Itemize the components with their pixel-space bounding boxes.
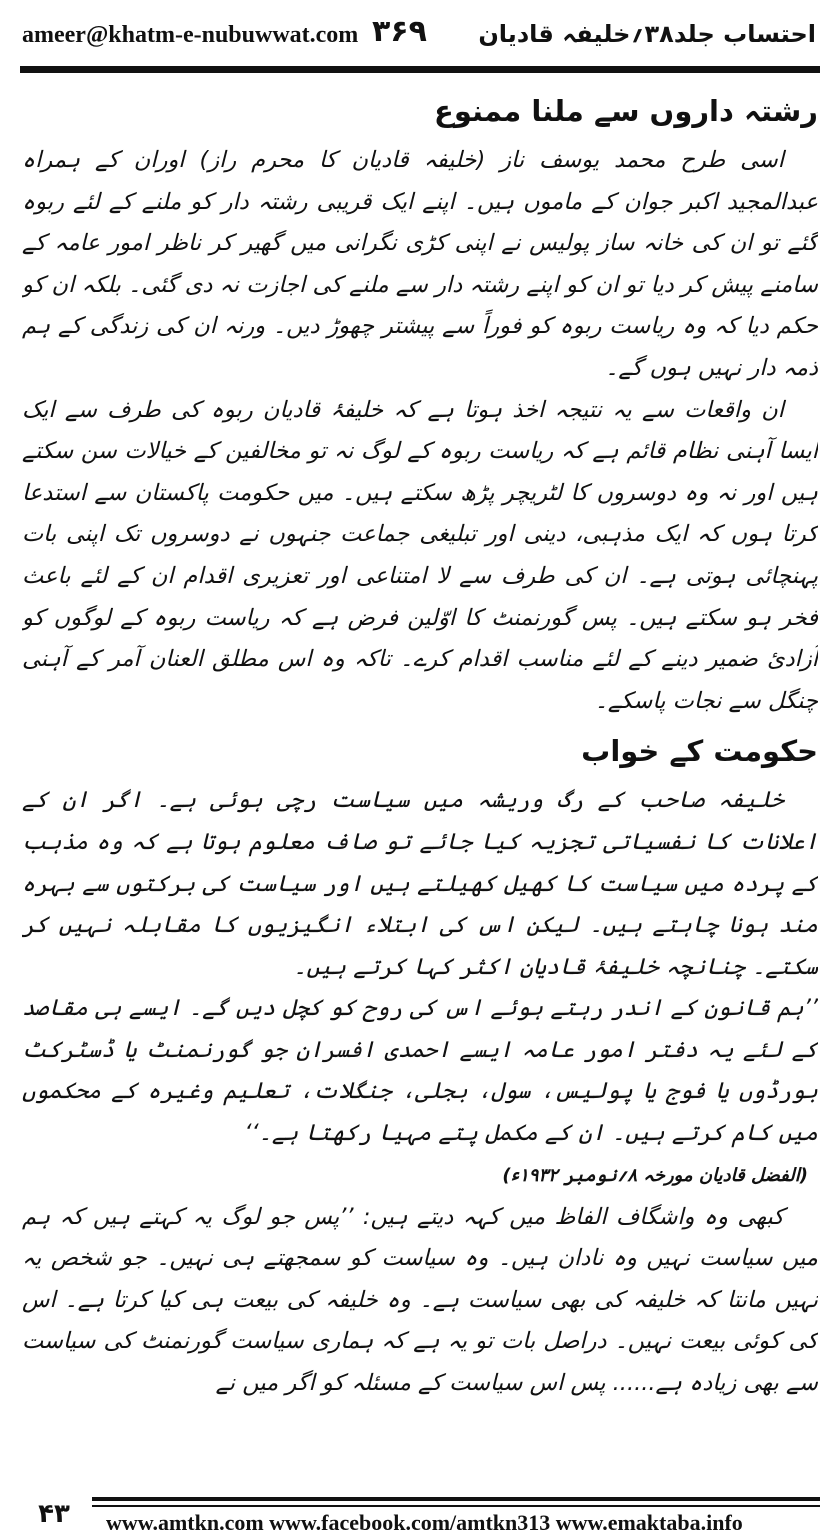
header-page-number: ۳۶۹ (372, 14, 427, 49)
footer-page-marker: ۴۳ (38, 1499, 70, 1529)
footer-website-links: www.amtkn.com www.facebook.com/amtkn313 www.emaktaba.info (106, 1510, 743, 1535)
footer-divider-thin (92, 1505, 820, 1507)
citation: (الفضل قادیان مورخہ ۸؍نومبر ۱۹۳۲ء) (502, 1164, 808, 1186)
header-email: ameer@khatm-e-nubuwwat.com (22, 22, 359, 48)
paragraph-2: ان واقعات سے یہ نتیجہ اخذ ہوتا ہے کہ خلیفۂ قادیان ربوہ کی طرف سے ایک ایسا آہنی نظام قائم ہے کہ ریاست ربوہ کے لوگ نہ تو مخالفین کے خیالات سن سکتے ہیں اور نہ وہ دوسروں کا لٹریچر پڑھ سکتے ہیں۔ میں حکومت پاکستان سے استدعا کرتا ہوں کہ ایک مذہبی، دینی اور تبلیغی جماعت جنہوں نے دوسروں تک اپنی بات پہنچائی ہوتی ہے۔ ان کی طرف سے لا امتناعی اور تعزیری اقدام ان کے لئے باعث فخر ہو سکتے ہیں۔ پس گورنمنٹ کا اوّلین فرض ہے کہ ریاست ربوہ کے لوگوں کو آزادئ ضمیر دینے کے لئے مناسب اقدام کرے۔ تاکہ وہ اس مطلق العنان آمر کے آہنی چنگل سے نجات پاسکے۔ (22, 396, 818, 714)
paragraph-1: اسی طرح محمد یوسف ناز (خلیفہ قادیان کا محرم راز) اوران کے ہمراہ عبدالمجید اکبر جوان کے ماموں ہیں۔ اپنے ایک قریبی رشتہ دار کو ملنے کے لئے ربوہ گئے تو ان کی خانہ ساز پولیس نے اپنی کڑی نگرانی میں گھیر کر ناظر امور عامہ کے سامنے پیش کر دیا تو ان کو اپنے رشتہ دار سے ملنے کی اجازت نہ دی گئی۔ بلکہ ان کو حکم دیا کہ وہ ریاست ربوہ کو فوراً سے پیشتر چھوڑ دیں۔ ورنہ ان کی زندگی کے ہم ذمہ دار نہیں ہوں گے۔ (22, 147, 818, 381)
page-body (22, 82, 818, 1472)
paragraph-4: کبھی وہ واشگاف الفاظ میں کہہ دیتے ہیں: ’’پس جو لوگ یہ کہتے ہیں کہ ہم میں سیاست نہیں وہ نادان ہیں۔ وہ سیاست کو سمجھتے ہی نہیں۔ جو شخص یہ نہیں مانتا کہ خلیفہ کی بھی سیاست ہے۔ وہ خلیفہ کی بیعت ہی کیا کرتا ہے۔ اس کی کوئی بیعت نہیں۔ دراصل بات تو یہ ہے کہ ہماری سیاست گورنمنٹ کی سیاست سے بھی زیادہ ہے...... پس اس سیاست کے مسئلہ کو اگر میں نے (22, 1203, 818, 1397)
quoted-passage: ’’ہم قانون کے اندر رہتے ہوئے اس کی روح کو کچل دیں گے۔ ایسے ہی مقاصد کے لئے یہ دفتر امور عامہ ایسے احمدی افسران جو گورنمنٹ یا ڈسٹرکٹ بورڈوں یا فوج یا پولیس، سول، بجلی، جنگلات، تعلیم وغیرہ کے محکموں میں کام کرتے ہیں۔ ان کے مکمل پتے مہیا رکھتا ہے۔‘‘ (22, 995, 818, 1147)
header-divider (20, 66, 820, 73)
paragraph-3: خلیفہ صاحب کے رگ وریشہ میں سیاست رچی ہوئی ہے۔ اگر ان کے اعلانات کا نفسیاتی تجزیہ کیا جائے تو صاف معلوم ہوتا ہے کہ وہ مذہب کے پردہ میں سیاست کا کھیل کھیلتے ہیں اور سیاست کی برکتوں سے بہرہ مند ہونا چاہتے ہیں۔ لیکن اس کی ابتلاء انگیزیوں کا مقابلہ نہیں کر سکتے۔ چنانچہ خلیفۂ قادیان اکثر کہا کرتے ہیں۔ (22, 787, 818, 980)
section-heading-government-dreams: حکومت کے خواب (581, 734, 818, 769)
header-book-title: احتساب جلد۳۸؍خلیفہ قادیان (478, 20, 816, 48)
section-heading-relatives: رشتہ داروں سے ملنا ممنوع (434, 94, 818, 128)
footer-divider-thick (92, 1497, 820, 1501)
